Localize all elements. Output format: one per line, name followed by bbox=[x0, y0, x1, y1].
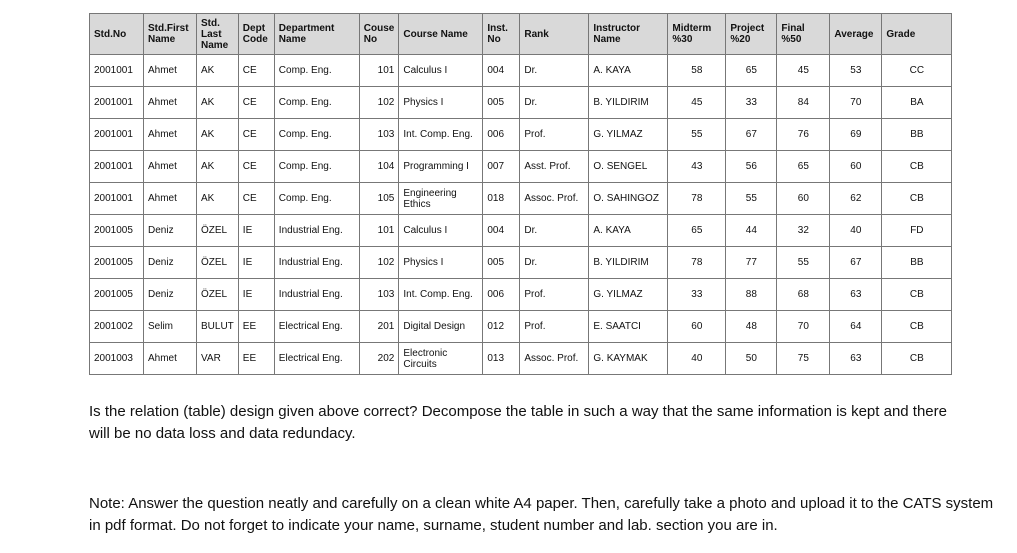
cell-last-name: AK bbox=[197, 87, 239, 119]
cell-project: 56 bbox=[726, 151, 777, 183]
table-row bbox=[90, 183, 952, 215]
header-final: Final %50 bbox=[777, 14, 830, 55]
header-course-no: Couse No bbox=[359, 14, 399, 55]
question-text: Is the relation (table) design given above correct? Decompose the table in such a way that the same information is kept and there will be no data loss and data redundacy. bbox=[89, 403, 947, 442]
cell-dept-code: IE bbox=[238, 215, 274, 247]
cell-last-name: AK bbox=[197, 119, 239, 151]
cell-final: 45 bbox=[777, 55, 830, 87]
cell-course-name: Int. Comp. Eng. bbox=[399, 119, 483, 151]
header-std-no: Std.No bbox=[90, 14, 144, 55]
cell-midterm: 78 bbox=[668, 183, 726, 215]
cell-std-no: 2001005 bbox=[90, 279, 144, 311]
cell-last-name: AK bbox=[197, 151, 239, 183]
cell-project: 77 bbox=[726, 247, 777, 279]
cell-average: 53 bbox=[830, 55, 882, 87]
cell-average: 63 bbox=[830, 343, 882, 375]
header-instructor-name: Instructor Name bbox=[589, 14, 668, 55]
cell-midterm: 33 bbox=[668, 279, 726, 311]
cell-inst-no: 006 bbox=[483, 119, 520, 151]
cell-project: 88 bbox=[726, 279, 777, 311]
header-midterm: Midterm %30 bbox=[668, 14, 726, 55]
cell-inst-no: 013 bbox=[483, 343, 520, 375]
cell-midterm: 43 bbox=[668, 151, 726, 183]
table-row bbox=[90, 55, 952, 87]
cell-course-name: Digital Design bbox=[399, 311, 483, 343]
cell-dept-name: Electrical Eng. bbox=[274, 311, 359, 343]
cell-inst-no: 007 bbox=[483, 151, 520, 183]
cell-average: 70 bbox=[830, 87, 882, 119]
cell-last-name: ÖZEL bbox=[197, 247, 239, 279]
cell-instructor-name: B. YILDIRIM bbox=[589, 87, 668, 119]
cell-first-name: Deniz bbox=[144, 279, 197, 311]
cell-dept-code: CE bbox=[238, 119, 274, 151]
cell-midterm: 65 bbox=[668, 215, 726, 247]
cell-midterm: 78 bbox=[668, 247, 726, 279]
header-average: Average bbox=[830, 14, 882, 55]
cell-midterm: 40 bbox=[668, 343, 726, 375]
cell-midterm: 60 bbox=[668, 311, 726, 343]
cell-instructor-name: G. YILMAZ bbox=[589, 119, 668, 151]
cell-final: 76 bbox=[777, 119, 830, 151]
cell-last-name: AK bbox=[197, 55, 239, 87]
table-row bbox=[90, 279, 952, 311]
cell-dept-name: Industrial Eng. bbox=[274, 215, 359, 247]
cell-final: 65 bbox=[777, 151, 830, 183]
cell-grade: BA bbox=[882, 87, 952, 119]
relation-table-container bbox=[89, 13, 952, 375]
cell-instructor-name: A. KAYA bbox=[589, 215, 668, 247]
cell-last-name: AK bbox=[197, 183, 239, 215]
cell-std-no: 2001001 bbox=[90, 183, 144, 215]
cell-instructor-name: O. SAHINGOZ bbox=[589, 183, 668, 215]
cell-project: 67 bbox=[726, 119, 777, 151]
cell-dept-code: IE bbox=[238, 279, 274, 311]
cell-rank: Prof. bbox=[520, 311, 589, 343]
cell-rank: Dr. bbox=[520, 55, 589, 87]
cell-average: 69 bbox=[830, 119, 882, 151]
cell-grade: BB bbox=[882, 119, 952, 151]
cell-inst-no: 004 bbox=[483, 55, 520, 87]
table-header-row bbox=[90, 14, 952, 55]
cell-course-name: Electronic Circuits bbox=[399, 343, 483, 375]
cell-first-name: Deniz bbox=[144, 247, 197, 279]
cell-project: 65 bbox=[726, 55, 777, 87]
cell-grade: CB bbox=[882, 183, 952, 215]
cell-dept-name: Comp. Eng. bbox=[274, 151, 359, 183]
cell-first-name: Ahmet bbox=[144, 119, 197, 151]
cell-final: 60 bbox=[777, 183, 830, 215]
cell-dept-code: CE bbox=[238, 183, 274, 215]
table-row bbox=[90, 119, 952, 151]
header-inst-no: Inst. No bbox=[483, 14, 520, 55]
cell-course-no: 202 bbox=[359, 343, 399, 375]
cell-course-name: Physics I bbox=[399, 87, 483, 119]
cell-instructor-name: G. KAYMAK bbox=[589, 343, 668, 375]
cell-course-name: Engineering Ethics bbox=[399, 183, 483, 215]
cell-instructor-name: E. SAATCI bbox=[589, 311, 668, 343]
table-body bbox=[90, 55, 952, 375]
cell-course-name: Programming I bbox=[399, 151, 483, 183]
header-course-name: Course Name bbox=[399, 14, 483, 55]
cell-final: 75 bbox=[777, 343, 830, 375]
cell-final: 32 bbox=[777, 215, 830, 247]
cell-inst-no: 005 bbox=[483, 87, 520, 119]
cell-first-name: Deniz bbox=[144, 215, 197, 247]
cell-grade: CC bbox=[882, 55, 952, 87]
cell-std-no: 2001001 bbox=[90, 55, 144, 87]
cell-project: 50 bbox=[726, 343, 777, 375]
cell-average: 64 bbox=[830, 311, 882, 343]
cell-instructor-name: O. SENGEL bbox=[589, 151, 668, 183]
cell-average: 63 bbox=[830, 279, 882, 311]
cell-average: 67 bbox=[830, 247, 882, 279]
cell-course-name: Calculus I bbox=[399, 55, 483, 87]
relation-table bbox=[89, 13, 952, 375]
cell-dept-name: Comp. Eng. bbox=[274, 183, 359, 215]
cell-dept-code: CE bbox=[238, 87, 274, 119]
cell-course-name: Calculus I bbox=[399, 215, 483, 247]
note-text: Note: Answer the question neatly and carefully on a clean white A4 paper. Then, carefully take a photo and upload it to the CATS system in pdf format. Do not forget to indicate your name, surname, student number and lab. section you are in. bbox=[89, 495, 994, 534]
cell-dept-code: IE bbox=[238, 247, 274, 279]
cell-rank: Assoc. Prof. bbox=[520, 343, 589, 375]
cell-midterm: 55 bbox=[668, 119, 726, 151]
cell-instructor-name: B. YILDIRIM bbox=[589, 247, 668, 279]
cell-inst-no: 004 bbox=[483, 215, 520, 247]
cell-first-name: Selim bbox=[144, 311, 197, 343]
cell-average: 60 bbox=[830, 151, 882, 183]
cell-dept-code: CE bbox=[238, 151, 274, 183]
table-row bbox=[90, 343, 952, 375]
cell-rank: Dr. bbox=[520, 87, 589, 119]
table-row bbox=[90, 215, 952, 247]
header-dept-code: Dept Code bbox=[238, 14, 274, 55]
cell-std-no: 2001001 bbox=[90, 87, 144, 119]
cell-std-no: 2001003 bbox=[90, 343, 144, 375]
cell-course-no: 104 bbox=[359, 151, 399, 183]
cell-dept-name: Comp. Eng. bbox=[274, 119, 359, 151]
header-department-name: Department Name bbox=[274, 14, 359, 55]
cell-last-name: VAR bbox=[197, 343, 239, 375]
table-row bbox=[90, 247, 952, 279]
header-grade: Grade bbox=[882, 14, 952, 55]
header-project: Project %20 bbox=[726, 14, 777, 55]
cell-rank: Prof. bbox=[520, 119, 589, 151]
cell-grade: CB bbox=[882, 279, 952, 311]
cell-final: 68 bbox=[777, 279, 830, 311]
cell-final: 55 bbox=[777, 247, 830, 279]
cell-grade: FD bbox=[882, 215, 952, 247]
table-row bbox=[90, 311, 952, 343]
cell-midterm: 58 bbox=[668, 55, 726, 87]
cell-dept-code: EE bbox=[238, 343, 274, 375]
table-row bbox=[90, 151, 952, 183]
cell-first-name: Ahmet bbox=[144, 151, 197, 183]
cell-course-name: Physics I bbox=[399, 247, 483, 279]
cell-dept-name: Electrical Eng. bbox=[274, 343, 359, 375]
cell-project: 44 bbox=[726, 215, 777, 247]
cell-project: 48 bbox=[726, 311, 777, 343]
cell-course-no: 103 bbox=[359, 119, 399, 151]
cell-course-no: 102 bbox=[359, 87, 399, 119]
cell-rank: Prof. bbox=[520, 279, 589, 311]
cell-inst-no: 018 bbox=[483, 183, 520, 215]
table-row bbox=[90, 87, 952, 119]
cell-course-no: 101 bbox=[359, 55, 399, 87]
cell-first-name: Ahmet bbox=[144, 55, 197, 87]
cell-inst-no: 006 bbox=[483, 279, 520, 311]
cell-dept-name: Industrial Eng. bbox=[274, 279, 359, 311]
cell-course-no: 101 bbox=[359, 215, 399, 247]
cell-first-name: Ahmet bbox=[144, 183, 197, 215]
cell-grade: CB bbox=[882, 343, 952, 375]
header-std-last-name: Std. Last Name bbox=[197, 14, 239, 55]
cell-dept-name: Comp. Eng. bbox=[274, 55, 359, 87]
cell-std-no: 2001005 bbox=[90, 215, 144, 247]
cell-instructor-name: G. YILMAZ bbox=[589, 279, 668, 311]
cell-first-name: Ahmet bbox=[144, 343, 197, 375]
cell-midterm: 45 bbox=[668, 87, 726, 119]
cell-grade: CB bbox=[882, 151, 952, 183]
cell-last-name: ÖZEL bbox=[197, 215, 239, 247]
cell-final: 70 bbox=[777, 311, 830, 343]
cell-dept-code: EE bbox=[238, 311, 274, 343]
cell-last-name: BULUT bbox=[197, 311, 239, 343]
cell-std-no: 2001002 bbox=[90, 311, 144, 343]
cell-rank: Assoc. Prof. bbox=[520, 183, 589, 215]
cell-grade: BB bbox=[882, 247, 952, 279]
cell-first-name: Ahmet bbox=[144, 87, 197, 119]
cell-rank: Dr. bbox=[520, 215, 589, 247]
cell-rank: Asst. Prof. bbox=[520, 151, 589, 183]
cell-course-no: 201 bbox=[359, 311, 399, 343]
header-std-first-name: Std.First Name bbox=[144, 14, 197, 55]
cell-course-no: 103 bbox=[359, 279, 399, 311]
cell-average: 62 bbox=[830, 183, 882, 215]
cell-course-no: 105 bbox=[359, 183, 399, 215]
cell-final: 84 bbox=[777, 87, 830, 119]
header-rank: Rank bbox=[520, 14, 589, 55]
cell-project: 33 bbox=[726, 87, 777, 119]
cell-course-no: 102 bbox=[359, 247, 399, 279]
cell-rank: Dr. bbox=[520, 247, 589, 279]
cell-std-no: 2001001 bbox=[90, 151, 144, 183]
cell-inst-no: 012 bbox=[483, 311, 520, 343]
cell-inst-no: 005 bbox=[483, 247, 520, 279]
cell-project: 55 bbox=[726, 183, 777, 215]
cell-dept-code: CE bbox=[238, 55, 274, 87]
cell-dept-name: Industrial Eng. bbox=[274, 247, 359, 279]
cell-std-no: 2001005 bbox=[90, 247, 144, 279]
cell-course-name: Int. Comp. Eng. bbox=[399, 279, 483, 311]
cell-last-name: ÖZEL bbox=[197, 279, 239, 311]
cell-average: 40 bbox=[830, 215, 882, 247]
cell-grade: CB bbox=[882, 311, 952, 343]
cell-std-no: 2001001 bbox=[90, 119, 144, 151]
cell-instructor-name: A. KAYA bbox=[589, 55, 668, 87]
cell-dept-name: Comp. Eng. bbox=[274, 87, 359, 119]
